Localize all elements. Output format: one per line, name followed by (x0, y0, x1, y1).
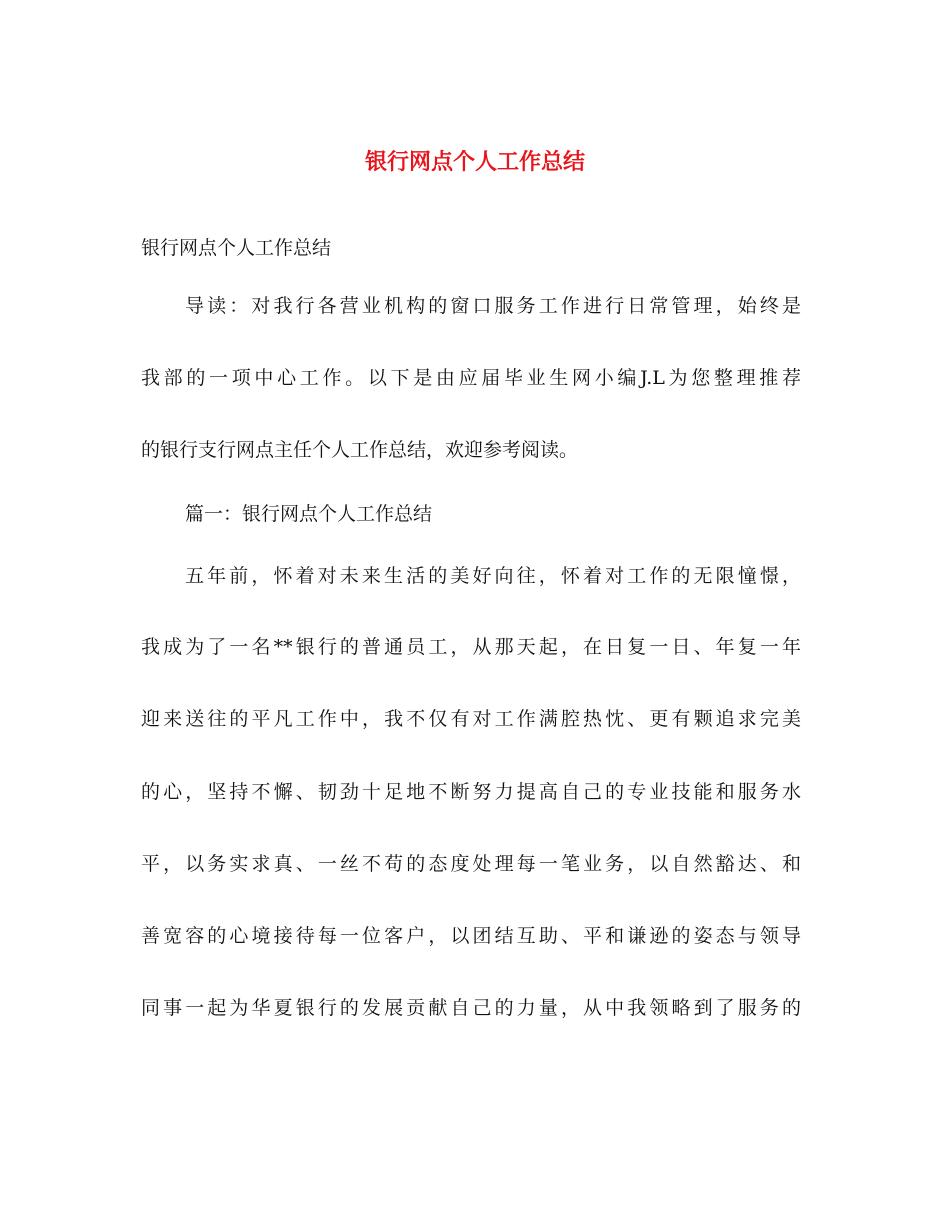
paragraph-line: 的银行支行网点主任个人工作总结，欢迎参考阅读。 (141, 439, 579, 461)
paragraph-line: 平，以务实求真、一丝不苟的态度处理每一笔业务，以自然豁达、和 (141, 853, 801, 875)
subtitle-line: 银行网点个人工作总结 (141, 237, 332, 259)
paragraph-line: 同事一起为华夏银行的发展贡献自己的力量，从中我领略到了服务的 (141, 997, 801, 1019)
paragraph-line: 我部的一项中心工作。以下是由应届毕业生网小编J.L为您整理推荐 (141, 367, 801, 389)
paragraph-line: 的心，坚持不懈、韧劲十足地不断努力提高自己的专业技能和服务水 (141, 781, 801, 803)
section-heading: 篇一：银行网点个人工作总结 (185, 503, 433, 525)
paragraph-line: 我成为了一名**银行的普通员工，从那天起，在日复一日、年复一年 (141, 636, 801, 658)
paragraph-line: 导读：对我行各营业机构的窗口服务工作进行日常管理，始终是 (185, 295, 801, 317)
paragraph-line: 善宽容的心境接待每一位客户，以团结互助、平和谦逊的姿态与领导 (141, 925, 801, 947)
document-title: 银行网点个人工作总结 (364, 149, 585, 175)
paragraph-line: 迎来送往的平凡工作中，我不仅有对工作满腔热忱、更有颗追求完美 (141, 708, 801, 730)
paragraph-line: 五年前，怀着对未来生活的美好向往，怀着对工作的无限憧憬， (185, 565, 801, 587)
